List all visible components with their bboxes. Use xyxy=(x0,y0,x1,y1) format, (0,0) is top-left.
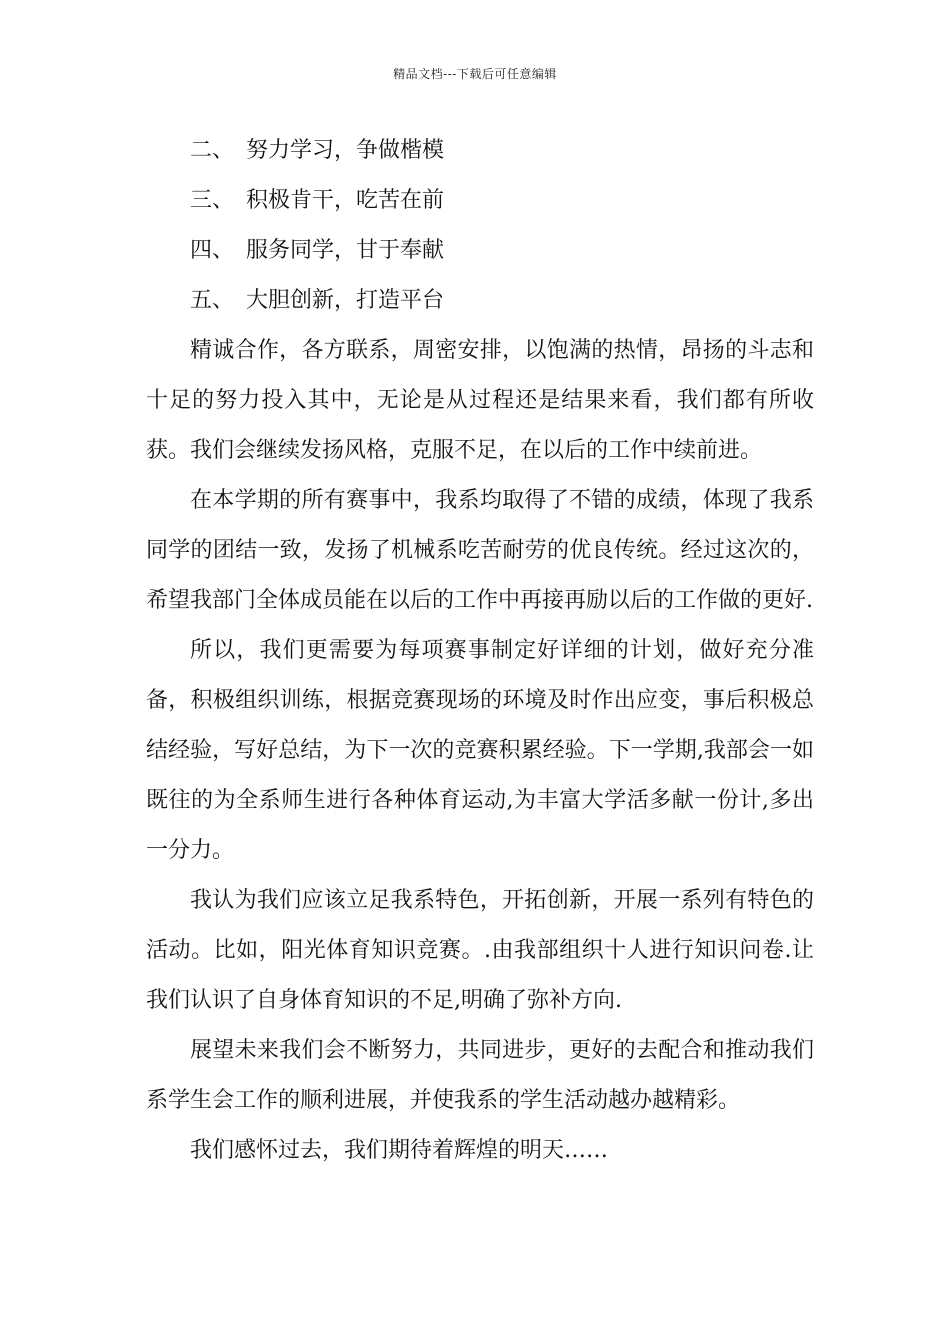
paragraph-cooperation: 精诚合作，各方联系，周密安排，以饱满的热情，昂扬的斗志和十足的努力投入其中，无论是从过程还是结果来看，我们都有所收获。我们会继续发扬风格，克服不足，在以后的工作中续前进。 xyxy=(146,338,814,463)
paragraph-planning: 所以，我们更需要为每项赛事制定好详细的计划，做好充分准备，积极组织训练，根据竞赛现场的环境及时作出应变，事后积极总结经验，写好总结，为下一次的竞赛积累经验。下一学期,我部会一如既往的为全系师生进行各种体育运动,为丰富大学活多献一份计,多出一分力。 xyxy=(146,638,814,863)
list-item xyxy=(146,226,814,276)
list-item xyxy=(146,276,814,326)
list-text: 积极肯干，吃苦在前 xyxy=(246,188,445,213)
list-text: 服务同学，甘于奉献 xyxy=(246,238,445,263)
list-text: 大胆创新，打造平台 xyxy=(246,288,445,313)
paragraph-results: 在本学期的所有赛事中，我系均取得了不错的成绩，体现了我系同学的团结一致，发扬了机械系吃苦耐劳的优良传统。经过这次的，希望我部门全体成员能在以后的工作中再接再励以后的工作做的更好. xyxy=(146,488,814,613)
list-item xyxy=(146,176,814,226)
paragraph-innovation: 我认为我们应该立足我系特色，开拓创新，开展一系列有特色的活动。比如，阳光体育知识竞赛。.由我部组织十人进行知识问卷.让我们认识了自身体育知识的不足,明确了弥补方向. xyxy=(146,888,814,1013)
paragraph-closing: 我们感怀过去，我们期待着辉煌的明天…… xyxy=(190,1138,609,1163)
list-text: 努力学习，争做楷模 xyxy=(246,138,445,163)
list-number: 二、 xyxy=(190,138,235,163)
list-number: 四、 xyxy=(190,238,235,263)
document-body xyxy=(146,126,814,1176)
list-item xyxy=(146,126,814,176)
page-header: 精品文档---下载后可任意编辑 xyxy=(393,67,557,81)
list-number: 五、 xyxy=(190,288,235,313)
list-number: 三、 xyxy=(190,188,235,213)
paragraph-outlook: 展望未来我们会不断努力，共同进步，更好的去配合和推动我们系学生会工作的顺利进展，并使我系的学生活动越办越精彩。 xyxy=(146,1038,814,1113)
